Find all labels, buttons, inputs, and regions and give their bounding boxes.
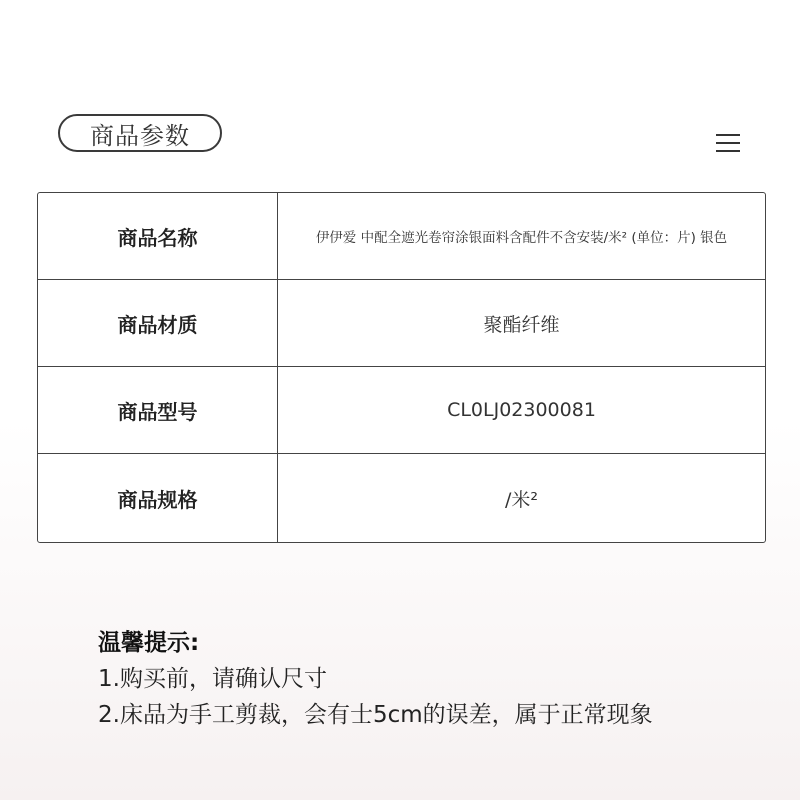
spec-value: 伊伊爱 中配全遮光卷帘涂银面料含配件不含安装/米² (单位：片) 银色	[315, 230, 728, 246]
hamburger-menu-icon[interactable]	[716, 134, 740, 154]
spec-value: CL0LJ02300081	[447, 399, 596, 421]
spec-value: /米²	[504, 488, 539, 511]
table-row	[38, 193, 765, 280]
spec-key: 商品名称	[38, 193, 278, 279]
product-spec-table	[37, 192, 766, 543]
spec-key: 商品型号	[38, 367, 278, 453]
spec-key: 商品规格	[38, 454, 278, 542]
table-row	[38, 280, 765, 367]
warm-tips-title: 温馨提示:	[98, 630, 200, 656]
table-row	[38, 367, 765, 454]
section-title-pill	[58, 114, 222, 152]
table-row	[38, 454, 765, 542]
section-title: 商品参数	[90, 121, 190, 150]
warm-tips	[98, 625, 653, 733]
warm-tip-line: 2.床品为手工剪裁，会有士5cm的误差，属于正常现象	[98, 702, 653, 728]
spec-key: 商品材质	[38, 280, 278, 366]
warm-tip-line: 1.购买前，请确认尺寸	[98, 666, 327, 692]
spec-value: 聚酯纤维	[483, 313, 560, 336]
